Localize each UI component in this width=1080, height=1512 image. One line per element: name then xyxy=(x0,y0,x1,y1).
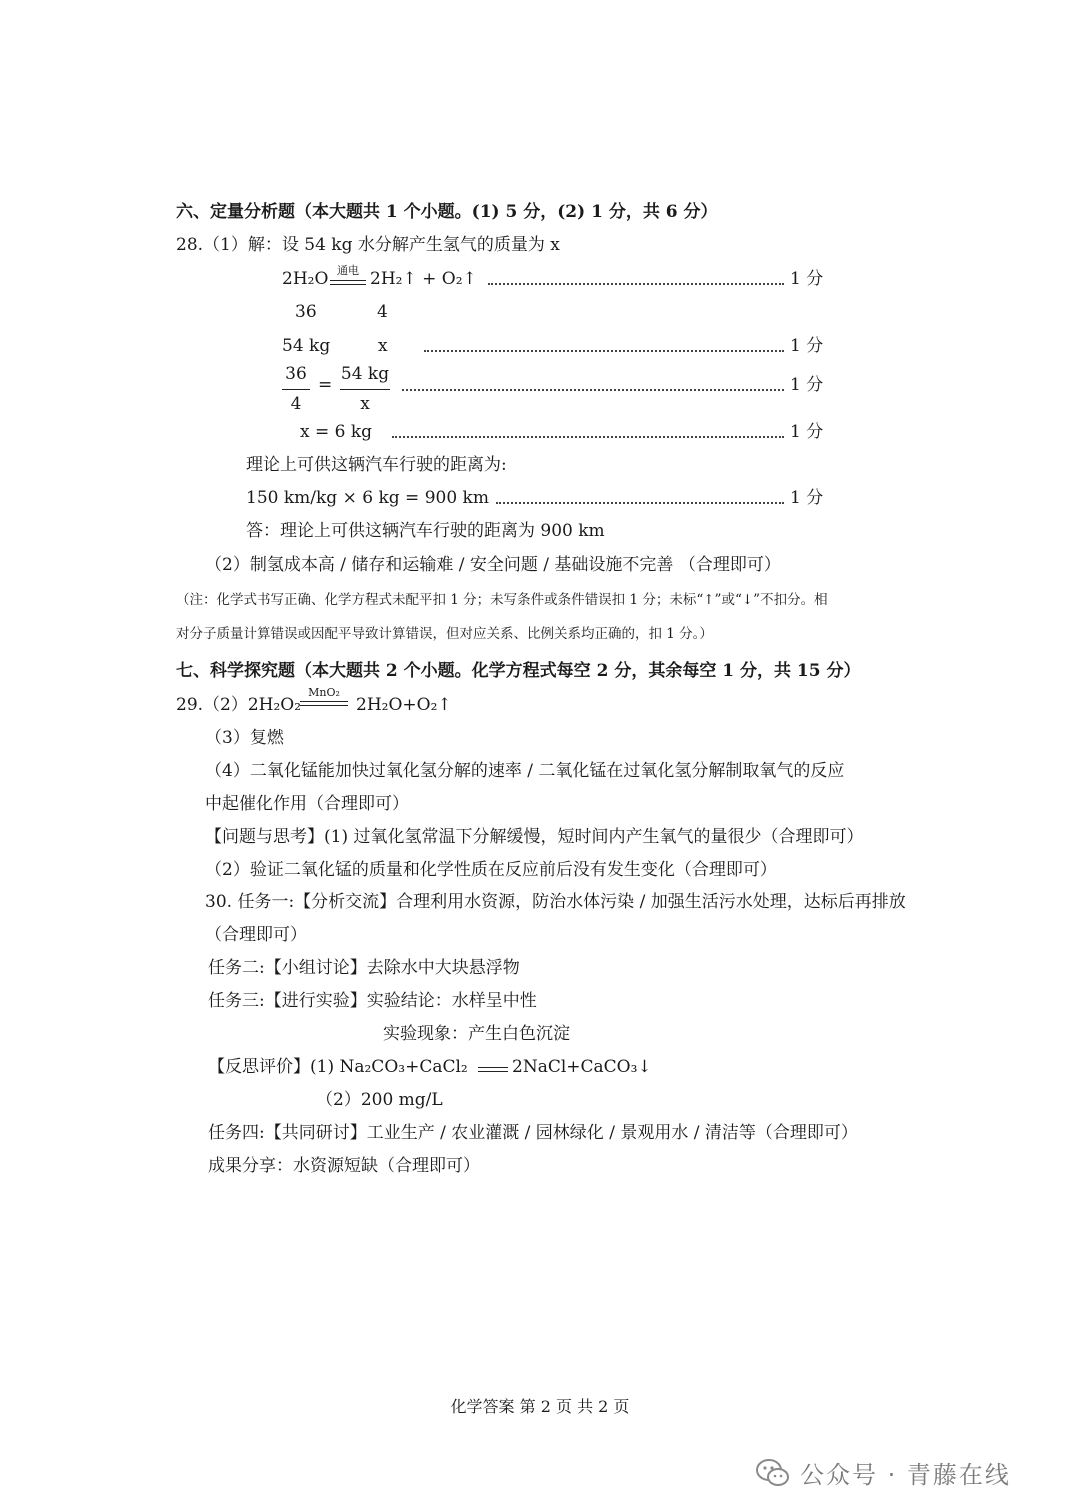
fraction-right xyxy=(340,366,390,413)
part2: （2）制氢成本高 / 储存和运输难 / 安全问题 / 基础设施不完善 （合理即可） xyxy=(205,555,781,575)
q29-4-line1: （4）二氧化锰能加快过氧化氢分解的速率 / 二氧化锰在过氧化氢分解制取氧气的反应 xyxy=(205,761,845,781)
q28-intro: 28.（1）解：设 54 kg 水分解产生氢气的质量为 x xyxy=(176,235,560,255)
q29-4-line2: 中起催化作用（合理即可） xyxy=(205,794,409,814)
q30-line2: （合理即可） xyxy=(205,925,307,945)
task3-phenomenon: 实验现象：产生白色沉淀 xyxy=(383,1024,570,1044)
q29-think2: （2）验证二氧化锰的质量和化学性质在反应前后没有发生变化（合理即可） xyxy=(205,860,777,880)
eq-left: 2H₂O xyxy=(282,269,329,289)
reflect-right: 2NaCl+CaCO₃↓ xyxy=(512,1057,652,1077)
ratio-b: 4 xyxy=(377,302,388,322)
leader-dots xyxy=(496,502,784,504)
denominator: 4 xyxy=(290,394,302,414)
numerator: 54 kg xyxy=(340,364,390,384)
score: 1 分 xyxy=(790,422,824,442)
eq-right: 2H₂↑ + O₂↑ xyxy=(370,269,477,289)
fraction-bar xyxy=(282,389,310,390)
leader-dots xyxy=(424,350,784,352)
reflect-2: （2）200 mg/L xyxy=(316,1090,443,1110)
note-line1: （注：化学式书写正确、化学方程式未配平扣 1 分；未写条件或条件错误扣 1 分；未标“↑”或“↓”不扣分。相 xyxy=(176,592,828,608)
task4: 任务四:【共同研讨】工业生产 / 农业灌溉 / 园林绿化 / 景观用水 / 清洁等（合理即可） xyxy=(208,1123,858,1143)
wechat-icon xyxy=(756,1458,790,1488)
score: 1 分 xyxy=(790,336,824,356)
denominator: x xyxy=(360,394,370,414)
score: 1 分 xyxy=(790,488,824,508)
section7-heading: 七、科学探究题（本大题共 2 个小题。化学方程式每空 2 分，其余每空 1 分，共 15 分） xyxy=(176,661,861,681)
distance-calc: 150 km/kg × 6 kg = 900 km xyxy=(246,488,489,508)
result: x = 6 kg xyxy=(300,422,373,442)
numerator: 36 xyxy=(285,364,307,384)
fraction-left xyxy=(282,366,310,413)
leader-dots xyxy=(402,389,784,391)
reflect-left: 【反思评价】(1) Na₂CO₃+CaCl₂ xyxy=(208,1057,468,1077)
watermark xyxy=(756,1455,1011,1490)
leader-dots xyxy=(392,436,784,438)
q29-3: （3）复燃 xyxy=(205,728,284,748)
eq-double-line xyxy=(478,1067,508,1072)
eq-double-line xyxy=(330,280,366,285)
q29-condition-text: MnO₂ xyxy=(308,686,340,699)
fraction-bar xyxy=(340,389,390,390)
eq-double-line xyxy=(300,701,348,706)
answer: 答：理论上可供这辆汽车行驶的距离为 900 km xyxy=(246,521,605,541)
mass-a: 54 kg xyxy=(282,336,331,356)
ratio-a: 36 xyxy=(295,302,317,322)
mass-b: x xyxy=(378,336,388,356)
equals-sign: = xyxy=(318,375,333,395)
distance-intro: 理论上可供这辆汽车行驶的距离为: xyxy=(246,455,507,475)
q29-think1: 【问题与思考】(1) 过氧化氢常温下分解缓慢，短时间内产生氧气的量很少（合理即可） xyxy=(205,827,864,847)
q29-label: 29.（2）2H₂O₂ xyxy=(176,695,302,715)
leader-dots xyxy=(488,283,784,285)
note-line2: 对分子质量计算错误或因配平导致计算错误，但对应关系、比例关系均正确的，扣 1 分。） xyxy=(176,626,713,642)
q30-line1: 30. 任务一:【分析交流】合理利用水资源，防治水体污染 / 加强生活污水处理，达标后再排放 xyxy=(205,892,906,912)
score: 1 分 xyxy=(790,269,824,289)
q29-condition xyxy=(300,686,348,706)
page-footer: 化学答案 第 2 页 共 2 页 xyxy=(450,1397,630,1416)
share: 成果分享：水资源短缺（合理即可） xyxy=(208,1156,480,1176)
q29-right: 2H₂O+O₂↑ xyxy=(356,695,452,715)
score: 1 分 xyxy=(790,375,824,395)
watermark-text: 公众号 · 青藤在线 xyxy=(800,1461,1011,1489)
eq-condition xyxy=(330,262,366,285)
section6-heading: 六、定量分析题（本大题共 1 个小题。(1) 5 分，(2) 1 分，共 6 分） xyxy=(176,202,718,222)
eq-condition-text: 通电 xyxy=(337,264,359,277)
task2: 任务二:【小组讨论】去除水中大块悬浮物 xyxy=(208,958,520,978)
task3: 任务三:【进行实验】实验结论：水样呈中性 xyxy=(208,991,537,1011)
